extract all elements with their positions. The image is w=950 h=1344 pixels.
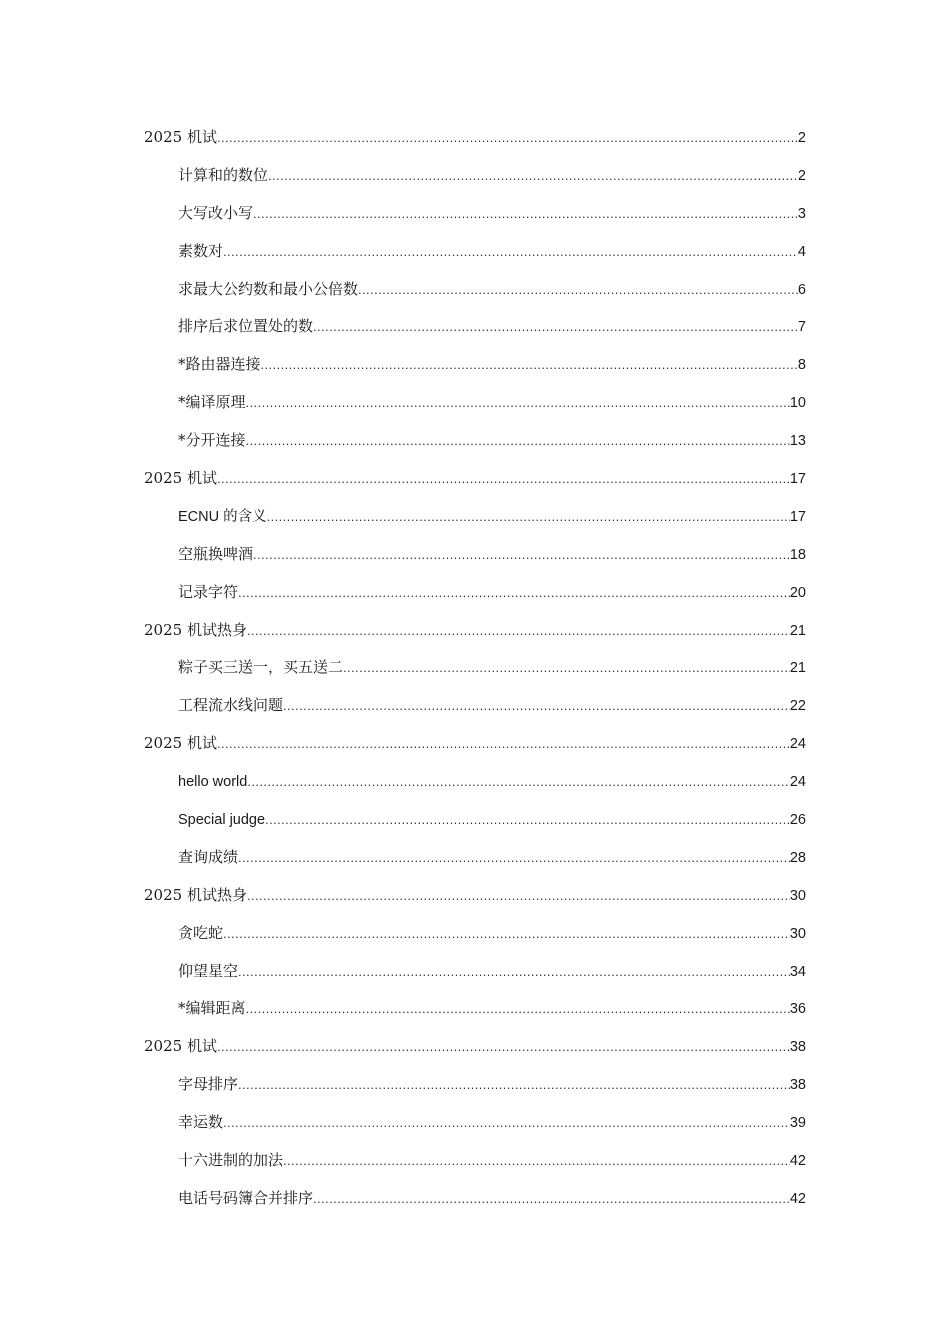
toc-page-number: 13 [789, 433, 806, 450]
toc-subentry[interactable] [144, 763, 806, 801]
toc-entry-title: 仰望星空 [178, 961, 239, 980]
toc-page-number: 2 [797, 130, 806, 146]
toc-entry-title: 2025 机试 [144, 469, 217, 488]
toc-dot-leader [223, 1104, 790, 1142]
toc-entry-title: 2025 机试 [144, 734, 217, 753]
toc-subentry[interactable] [144, 990, 806, 1028]
toc-dot-leader [238, 953, 790, 991]
toc-entry-title: 电话号码簿合并排序 [178, 1188, 314, 1207]
toc-entry-title: 排序后求位置处的数 [178, 317, 314, 336]
toc-dot-leader [261, 346, 798, 384]
toc-entry-title: 计算和的数位 [178, 165, 269, 184]
toc-subentry[interactable] [144, 915, 806, 953]
toc-page-number: 17 [789, 471, 806, 488]
toc-dot-leader [223, 233, 798, 271]
toc-entry-title: 工程流水线问题 [178, 696, 284, 715]
toc-entry-title: 粽子买三送一，买五送二 [178, 658, 344, 677]
toc-dot-leader [223, 915, 790, 953]
toc-subentry[interactable] [144, 498, 806, 536]
toc-subentry[interactable] [144, 1066, 806, 1104]
toc-page-number: 30 [789, 887, 806, 904]
toc-subentry[interactable] [144, 233, 806, 271]
toc-dot-leader [247, 877, 790, 915]
toc-page-number: 24 [789, 736, 806, 753]
toc-page-number: 4 [797, 243, 806, 260]
toc-page-number: 22 [789, 698, 806, 715]
toc-dot-leader [217, 119, 798, 157]
toc-entry-title: 2025 机试 [144, 128, 217, 146]
toc-subentry[interactable] [144, 195, 806, 233]
toc-page-number: 26 [789, 812, 806, 829]
toc-dot-leader [246, 990, 790, 1028]
toc-dot-leader [217, 725, 790, 763]
toc-dot-leader [246, 422, 790, 460]
toc-entry-title: 空瓶换啤酒 [178, 544, 254, 563]
toc-page-number: 2 [797, 167, 806, 184]
toc-subentry[interactable] [144, 1142, 806, 1180]
toc-dot-leader [238, 574, 790, 612]
toc-dot-leader [313, 308, 798, 346]
toc-page-number: 20 [789, 584, 806, 601]
toc-page-number: 38 [789, 1039, 806, 1056]
toc-page-number: 36 [789, 1001, 806, 1018]
toc-dot-leader [247, 612, 790, 650]
toc-entry-title: 查询成绩 [178, 847, 239, 866]
toc-entry-title: 十六进制的加法 [178, 1151, 284, 1170]
toc-entry-title: 贪吃蛇 [178, 923, 224, 942]
toc-subentry[interactable] [144, 384, 806, 422]
toc-page-number: 34 [789, 963, 806, 980]
toc-subentry[interactable] [144, 801, 806, 839]
toc-entry-title: 素数对 [178, 241, 224, 260]
toc-dot-leader [238, 1066, 790, 1104]
toc-page-number: 42 [789, 1153, 806, 1170]
toc-subentry[interactable] [144, 346, 806, 384]
toc-entry-title: 求最大公约数和最小公倍数 [178, 279, 359, 298]
toc-dot-leader [217, 1028, 790, 1066]
toc-subentry[interactable] [144, 574, 806, 612]
toc-dot-leader [253, 536, 790, 574]
toc-dot-leader [358, 271, 798, 309]
toc-entry-title: 2025 机试热身 [144, 620, 247, 639]
table-of-contents [144, 119, 806, 1218]
toc-dot-leader [268, 157, 798, 195]
toc-subentry[interactable] [144, 422, 806, 460]
toc-heading-entry[interactable] [144, 877, 806, 915]
toc-entry-title: 字母排序 [178, 1075, 239, 1094]
toc-page-number: 42 [789, 1190, 806, 1207]
toc-heading-entry[interactable] [144, 460, 806, 498]
toc-heading-entry[interactable] [144, 119, 806, 157]
toc-entry-title: *分开连接 [178, 431, 246, 450]
toc-subentry[interactable] [144, 536, 806, 574]
toc-dot-leader [283, 1142, 790, 1180]
toc-subentry[interactable] [144, 1180, 806, 1218]
toc-dot-leader [217, 460, 790, 498]
toc-subentry[interactable] [144, 953, 806, 991]
toc-dot-leader [267, 498, 790, 536]
toc-page-number: 17 [789, 508, 806, 525]
toc-dot-leader [343, 649, 790, 687]
toc-subentry[interactable] [144, 649, 806, 687]
toc-dot-leader [247, 763, 790, 801]
toc-page-number: 21 [789, 622, 806, 639]
toc-page-number: 28 [789, 849, 806, 866]
toc-entry-title: 大写改小写 [178, 203, 254, 222]
toc-entry-title: 2025 机试热身 [144, 885, 247, 904]
toc-entry-title: Special judge [178, 812, 266, 829]
toc-heading-entry[interactable] [144, 612, 806, 650]
toc-entry-title: *路由器连接 [178, 355, 261, 374]
toc-page-number: 8 [797, 357, 806, 374]
toc-entry-title: *编辑距离 [178, 999, 246, 1018]
toc-entry-title: hello world [178, 774, 248, 791]
toc-entry-title: 记录字符 [178, 582, 239, 601]
toc-page-number: 30 [789, 925, 806, 942]
toc-dot-leader [238, 839, 790, 877]
toc-subentry[interactable] [144, 157, 806, 195]
toc-heading-entry[interactable] [144, 725, 806, 763]
toc-entry-title: 幸运数 [178, 1113, 224, 1132]
toc-dot-leader [313, 1180, 790, 1218]
toc-page-number: 39 [789, 1115, 806, 1132]
toc-page-number: 7 [797, 319, 806, 336]
toc-dot-leader [253, 195, 798, 233]
toc-page-number: 3 [797, 205, 806, 222]
toc-subentry[interactable] [144, 839, 806, 877]
toc-page-number: 38 [789, 1077, 806, 1094]
toc-dot-leader [246, 384, 790, 422]
toc-entry-title: 2025 机试 [144, 1037, 217, 1056]
toc-dot-leader [265, 801, 790, 839]
toc-page-number: 21 [789, 660, 806, 677]
toc-heading-entry[interactable] [144, 1028, 806, 1066]
toc-entry-title: ECNU 的含义 [178, 508, 267, 525]
toc-page-number: 10 [789, 395, 806, 412]
toc-page-number: 6 [797, 281, 806, 298]
toc-dot-leader [283, 687, 790, 725]
toc-entry-title: *编译原理 [178, 393, 246, 412]
toc-subentry[interactable] [144, 308, 806, 346]
toc-subentry[interactable] [144, 271, 806, 309]
toc-page-number: 24 [789, 774, 806, 791]
toc-page-number: 18 [789, 546, 806, 563]
toc-subentry[interactable] [144, 1104, 806, 1142]
toc-subentry[interactable] [144, 687, 806, 725]
